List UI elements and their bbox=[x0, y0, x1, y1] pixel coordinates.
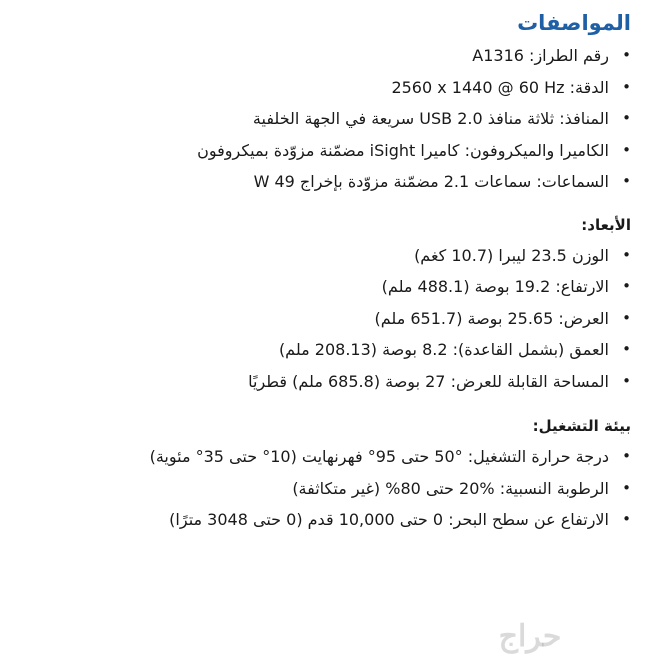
bullet-icon: • bbox=[622, 109, 631, 127]
bullet-icon: • bbox=[622, 77, 631, 96]
spec-label: الكاميرا والميكروفون: bbox=[464, 140, 609, 160]
spec-label: المنافذ: bbox=[559, 109, 609, 128]
bullet-icon: • bbox=[622, 308, 631, 327]
spec-value: 2560 x 1440 @ 60 Hz bbox=[391, 77, 565, 97]
spec-value: 20% حتى 80% (غير متكاثفة) bbox=[292, 478, 495, 498]
environment-title: بيئة التشغيل: bbox=[532, 417, 631, 435]
spec-value: 8.2 بوصة (208.13 ملم) bbox=[278, 340, 448, 359]
spec-label: السماعات: bbox=[536, 172, 609, 191]
bullet-icon: • bbox=[622, 277, 631, 295]
list-item-speakers bbox=[14, 166, 631, 198]
list-item-camera bbox=[14, 135, 631, 167]
spec-label: الارتفاع عن سطح البحر: bbox=[448, 510, 609, 529]
bullet-icon: • bbox=[622, 510, 631, 528]
list-item-height bbox=[14, 271, 631, 303]
spec-value: A1316 bbox=[472, 46, 524, 65]
spec-value: 0 حتى 10,000 قدم (0 حتى 3048 مترًا) bbox=[169, 510, 444, 529]
environment-list bbox=[14, 441, 631, 536]
spec-label: الارتفاع: bbox=[555, 277, 609, 296]
bullet-icon: • bbox=[622, 245, 631, 264]
list-item-resolution bbox=[14, 72, 631, 104]
spec-value: 25.65 بوصة (651.7 ملم) bbox=[374, 308, 554, 328]
spec-label: المساحة القابلة للعرض: bbox=[450, 371, 609, 391]
bullet-icon: • bbox=[622, 172, 631, 190]
spec-label: الرطوبة النسبية: bbox=[499, 478, 609, 498]
spec-label: الوزن bbox=[571, 245, 609, 265]
list-item-width bbox=[14, 303, 631, 335]
bullet-icon: • bbox=[622, 140, 631, 159]
list-item-viewable-area bbox=[14, 366, 631, 398]
bullet-icon: • bbox=[622, 340, 631, 358]
watermark-logo: حراج bbox=[498, 619, 562, 654]
bullet-icon: • bbox=[622, 46, 631, 64]
spec-label: رقم الطراز: bbox=[529, 46, 609, 65]
list-item-temperature bbox=[14, 441, 631, 473]
page-title: المواصفات bbox=[517, 11, 631, 35]
dimensions-title: الأبعاد: bbox=[581, 215, 631, 234]
spec-value: ثلاثة منافذ USB 2.0 سريعة في الجهة الخلفية bbox=[252, 109, 555, 128]
spec-label: الدقة: bbox=[569, 77, 609, 97]
specs-list bbox=[14, 40, 631, 198]
spec-label: العرض: bbox=[558, 308, 609, 328]
spec-value: سماعات 2.1 مضمّنة مزوّدة بإخراج 49 W bbox=[253, 172, 532, 191]
list-item-ports bbox=[14, 103, 631, 135]
list-item-model bbox=[14, 40, 631, 72]
spec-value: 27 بوصة (685.8 ملم) قطريًا bbox=[248, 371, 446, 391]
spec-label: درجة حرارة التشغيل: bbox=[467, 447, 609, 466]
spec-value: 19.2 بوصة (488.1 ملم) bbox=[381, 277, 551, 296]
list-item-altitude bbox=[14, 504, 631, 536]
spec-value: 50° حتى 95° فهرنهايت (10° حتى 35° مئوية) bbox=[149, 447, 463, 466]
spec-label: العمق (بشمل القاعدة): bbox=[452, 340, 609, 359]
bullet-icon: • bbox=[622, 478, 631, 497]
list-item-humidity bbox=[14, 473, 631, 505]
list-item-weight bbox=[14, 240, 631, 272]
bullet-icon: • bbox=[622, 371, 631, 390]
spec-value: 23.5 ليبرا (10.7 كغم) bbox=[414, 245, 567, 265]
dimensions-list bbox=[14, 240, 631, 398]
bullet-icon: • bbox=[622, 447, 631, 465]
spec-value: كاميرا iSight مضمّنة مزوّدة بميكروفون bbox=[197, 140, 460, 160]
list-item-depth bbox=[14, 334, 631, 366]
